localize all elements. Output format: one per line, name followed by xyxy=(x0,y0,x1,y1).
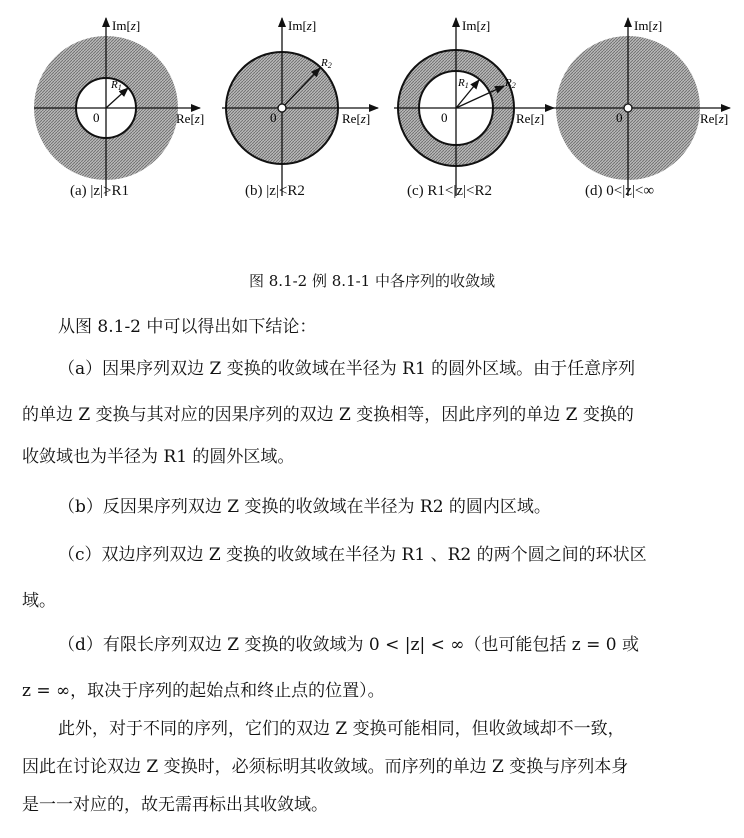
caption-a: (a) |z|>R1 xyxy=(70,183,130,199)
closing-line-3: 是一一对应的，故无需再标出其收敛域。 xyxy=(22,795,328,815)
r2-label-b: R2 xyxy=(321,57,332,70)
re-axis-label-c: Re[z] xyxy=(516,111,545,126)
im-axis-label-b: Im[z] xyxy=(288,18,317,33)
re-axis-label-d: Re[z] xyxy=(700,111,729,126)
point-a-line-1: （a）因果序列双边 Z 变换的收敛域在半径为 R1 的圆外区域。由于任意序列 xyxy=(58,359,636,379)
origin-hole-b xyxy=(278,104,286,112)
diagram-c xyxy=(394,18,554,196)
re-axis-label-a: Re[z] xyxy=(176,111,205,126)
caption-b: (b) |z|<R2 xyxy=(245,183,305,199)
r2-label-c: R2 xyxy=(505,77,516,90)
origin-label-d: 0 xyxy=(616,110,623,125)
im-axis-label-a: Im[z] xyxy=(112,18,141,33)
origin-label-c: 0 xyxy=(441,110,448,125)
re-axis-label-b: Re[z] xyxy=(342,111,371,126)
origin-label-b: 0 xyxy=(270,110,277,125)
figure-title: 图 8.1-2 例 8.1-1 中各序列的收敛域 xyxy=(248,272,495,290)
im-axis-label-d: Im[z] xyxy=(634,18,663,33)
diagram-a xyxy=(34,18,204,196)
point-c-line-1: （c）双边序列双边 Z 变换的收敛域在半径为 R1 、R2 的两个圆之间的环状区 xyxy=(58,545,647,565)
point-a-line-2: 的单边 Z 变换与其对应的因果序列的双边 Z 变换相等，因此序列的单边 Z 变换的 xyxy=(22,405,634,425)
closing-line-2: 因此在讨论双边 Z 变换时，必须标明其收敛域。而序列的单边 Z 变换与序列本身 xyxy=(22,757,629,777)
point-b-line-1: （b）反因果序列双边 Z 变换的收敛域在半径为 R2 的圆内区域。 xyxy=(58,497,551,517)
diagram-b xyxy=(222,18,378,196)
closing-line-1: 此外，对于不同的序列，它们的双边 Z 变换可能相同，但收敛域却不一致， xyxy=(58,719,625,739)
point-d-line-1: （d）有限长序列双边 Z 变换的收敛域为 0 < |z| < ∞（也可能包括 z = 0 或 xyxy=(58,635,640,655)
point-c-line-2: 域。 xyxy=(22,591,56,611)
point-a-line-3: 收敛域也为半径为 R1 的圆外区域。 xyxy=(22,447,295,467)
diagram-d xyxy=(552,18,730,196)
caption-d: (d) 0<|z|<∞ xyxy=(585,183,655,199)
r1-label-a: R1 xyxy=(111,79,122,92)
r1-label-c: R1 xyxy=(458,77,469,90)
origin-hole-d xyxy=(624,104,632,112)
im-axis-label-c: Im[z] xyxy=(462,18,491,33)
point-d-line-2: z = ∞，取决于序列的起始点和终止点的位置）。 xyxy=(22,681,385,701)
origin-label-a: 0 xyxy=(93,110,100,125)
caption-c: (c) R1<|z|<R2 xyxy=(407,183,492,199)
intro-line: 从图 8.1-2 中可以得出如下结论： xyxy=(58,317,317,337)
